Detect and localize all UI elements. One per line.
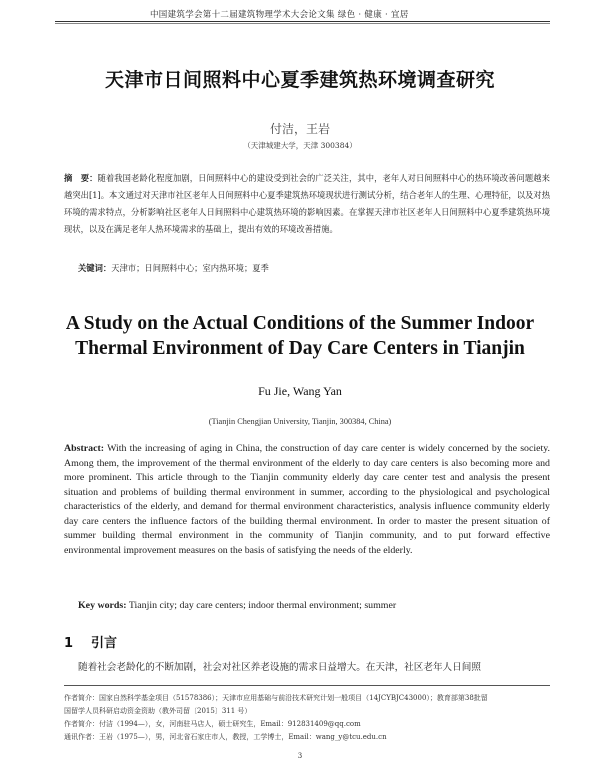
header-rule-secondary <box>55 23 550 24</box>
abstract-chinese-label: 摘 要： <box>64 173 98 183</box>
keywords-english-text: Tianjin city; day care centers; indoor thermal environment; summer <box>128 600 397 611</box>
footnote-line: 作者简介：付洁（1994—），女，河南驻马店人，硕士研究生，Email：912831409@qq.com <box>64 720 361 728</box>
running-header: 中国建筑学会第十二届建筑物理学术大会论文集 绿色 · 健康 · 宜居 <box>150 10 409 20</box>
footnote-rule <box>64 685 550 686</box>
keywords-english-label: Key words: <box>78 600 127 611</box>
section-title: 引言 <box>91 636 118 651</box>
abstract-chinese <box>64 170 550 238</box>
keywords-english <box>78 600 548 611</box>
authors-chinese: 付洁，王岩 <box>269 122 330 136</box>
abstract-chinese-text: 随着我国老龄化程度加剧，日间照料中心的建设受到社会的广泛关注，其中，老年人对日间照料中心的热环境改善问题越来越突出[1]。本文通过对天津市社区老年人日间照料中心夏季建筑热环境现状进行测试分析，结合老年人的生理、心理特征，以及对热环境的需求特点，分析影响社区老年人日间照料中心建筑热环境的影响因素。在掌握天津市社区老年人日间照料中心夏季建筑热环境现状，以及在满足老年人热环境需求的基础上，提出有效的环境改善措施。 <box>64 173 550 234</box>
page-number: 3 <box>297 752 303 760</box>
affiliation-english: (Tianjin Chengjian University, Tianjin, 300384, China) <box>208 417 392 426</box>
title-english <box>0 311 600 361</box>
title-english-line2: Thermal Environment of Day Care Centers in Tianjin <box>75 338 525 359</box>
section-number: 1 <box>64 636 74 651</box>
footnote-line: 作者简介：国家自然科学基金项目（51578386）；天津市应用基础与前沿技术研究计划一般项目（14JCYBJC43000）；教育部第38批留 <box>64 694 488 702</box>
abstract-english-label: Abstract: <box>64 443 105 454</box>
title-chinese: 天津市日间照料中心夏季建筑热环境调查研究 <box>104 69 495 91</box>
header-rule <box>55 21 550 22</box>
section-heading <box>64 632 117 651</box>
abstract-english-text: With the increasing of aging in China, the construction of day care center is widely concerned by the society. Among them, the improvement of the thermal environment of the elderly to day care centers is also becoming more and more prominent. This article through to the Tianjin community elderly day care center test and analysis the present situation and problems of building thermal environment in summer, according to the physiological and psychological characteristics of the elderly, and demand for thermal environment characteristics, analysis influence community elderly day care centers the influence factors of the building thermal environment. In order to master the present situation of summer building thermal environment in the community of Tianjin community, and to put forward effective environmental improvement measures on the basis of satisfying the needs of the elderly. <box>64 443 550 556</box>
keywords-chinese-text: 天津市；日间照料中心；室内热环境；夏季 <box>111 263 269 273</box>
footnote-line: 国留学人员科研启动资金资助（教外司留〔2015〕311 号） <box>64 707 252 715</box>
affiliation-chinese: （天津城建大学，天津 300384） <box>243 141 357 150</box>
keywords-chinese-label: 关键词： <box>78 263 112 273</box>
footnote-line: 通讯作者：王岩（1975—），男，河北省石家庄市人，教授，工学博士，Email：wang_y@tcu.edu.cn <box>64 733 387 741</box>
abstract-english <box>64 442 550 558</box>
authors-english: Fu Jie, Wang Yan <box>258 384 342 398</box>
footnotes <box>64 692 550 744</box>
title-english-line1: A Study on the Actual Conditions of the Summer Indoor <box>65 313 535 334</box>
keywords-chinese <box>78 262 548 274</box>
section-body: 随着社会老龄化的不断加剧，社会对社区养老设施的需求日益增大。在天津，社区老年人日间照 <box>78 662 481 673</box>
